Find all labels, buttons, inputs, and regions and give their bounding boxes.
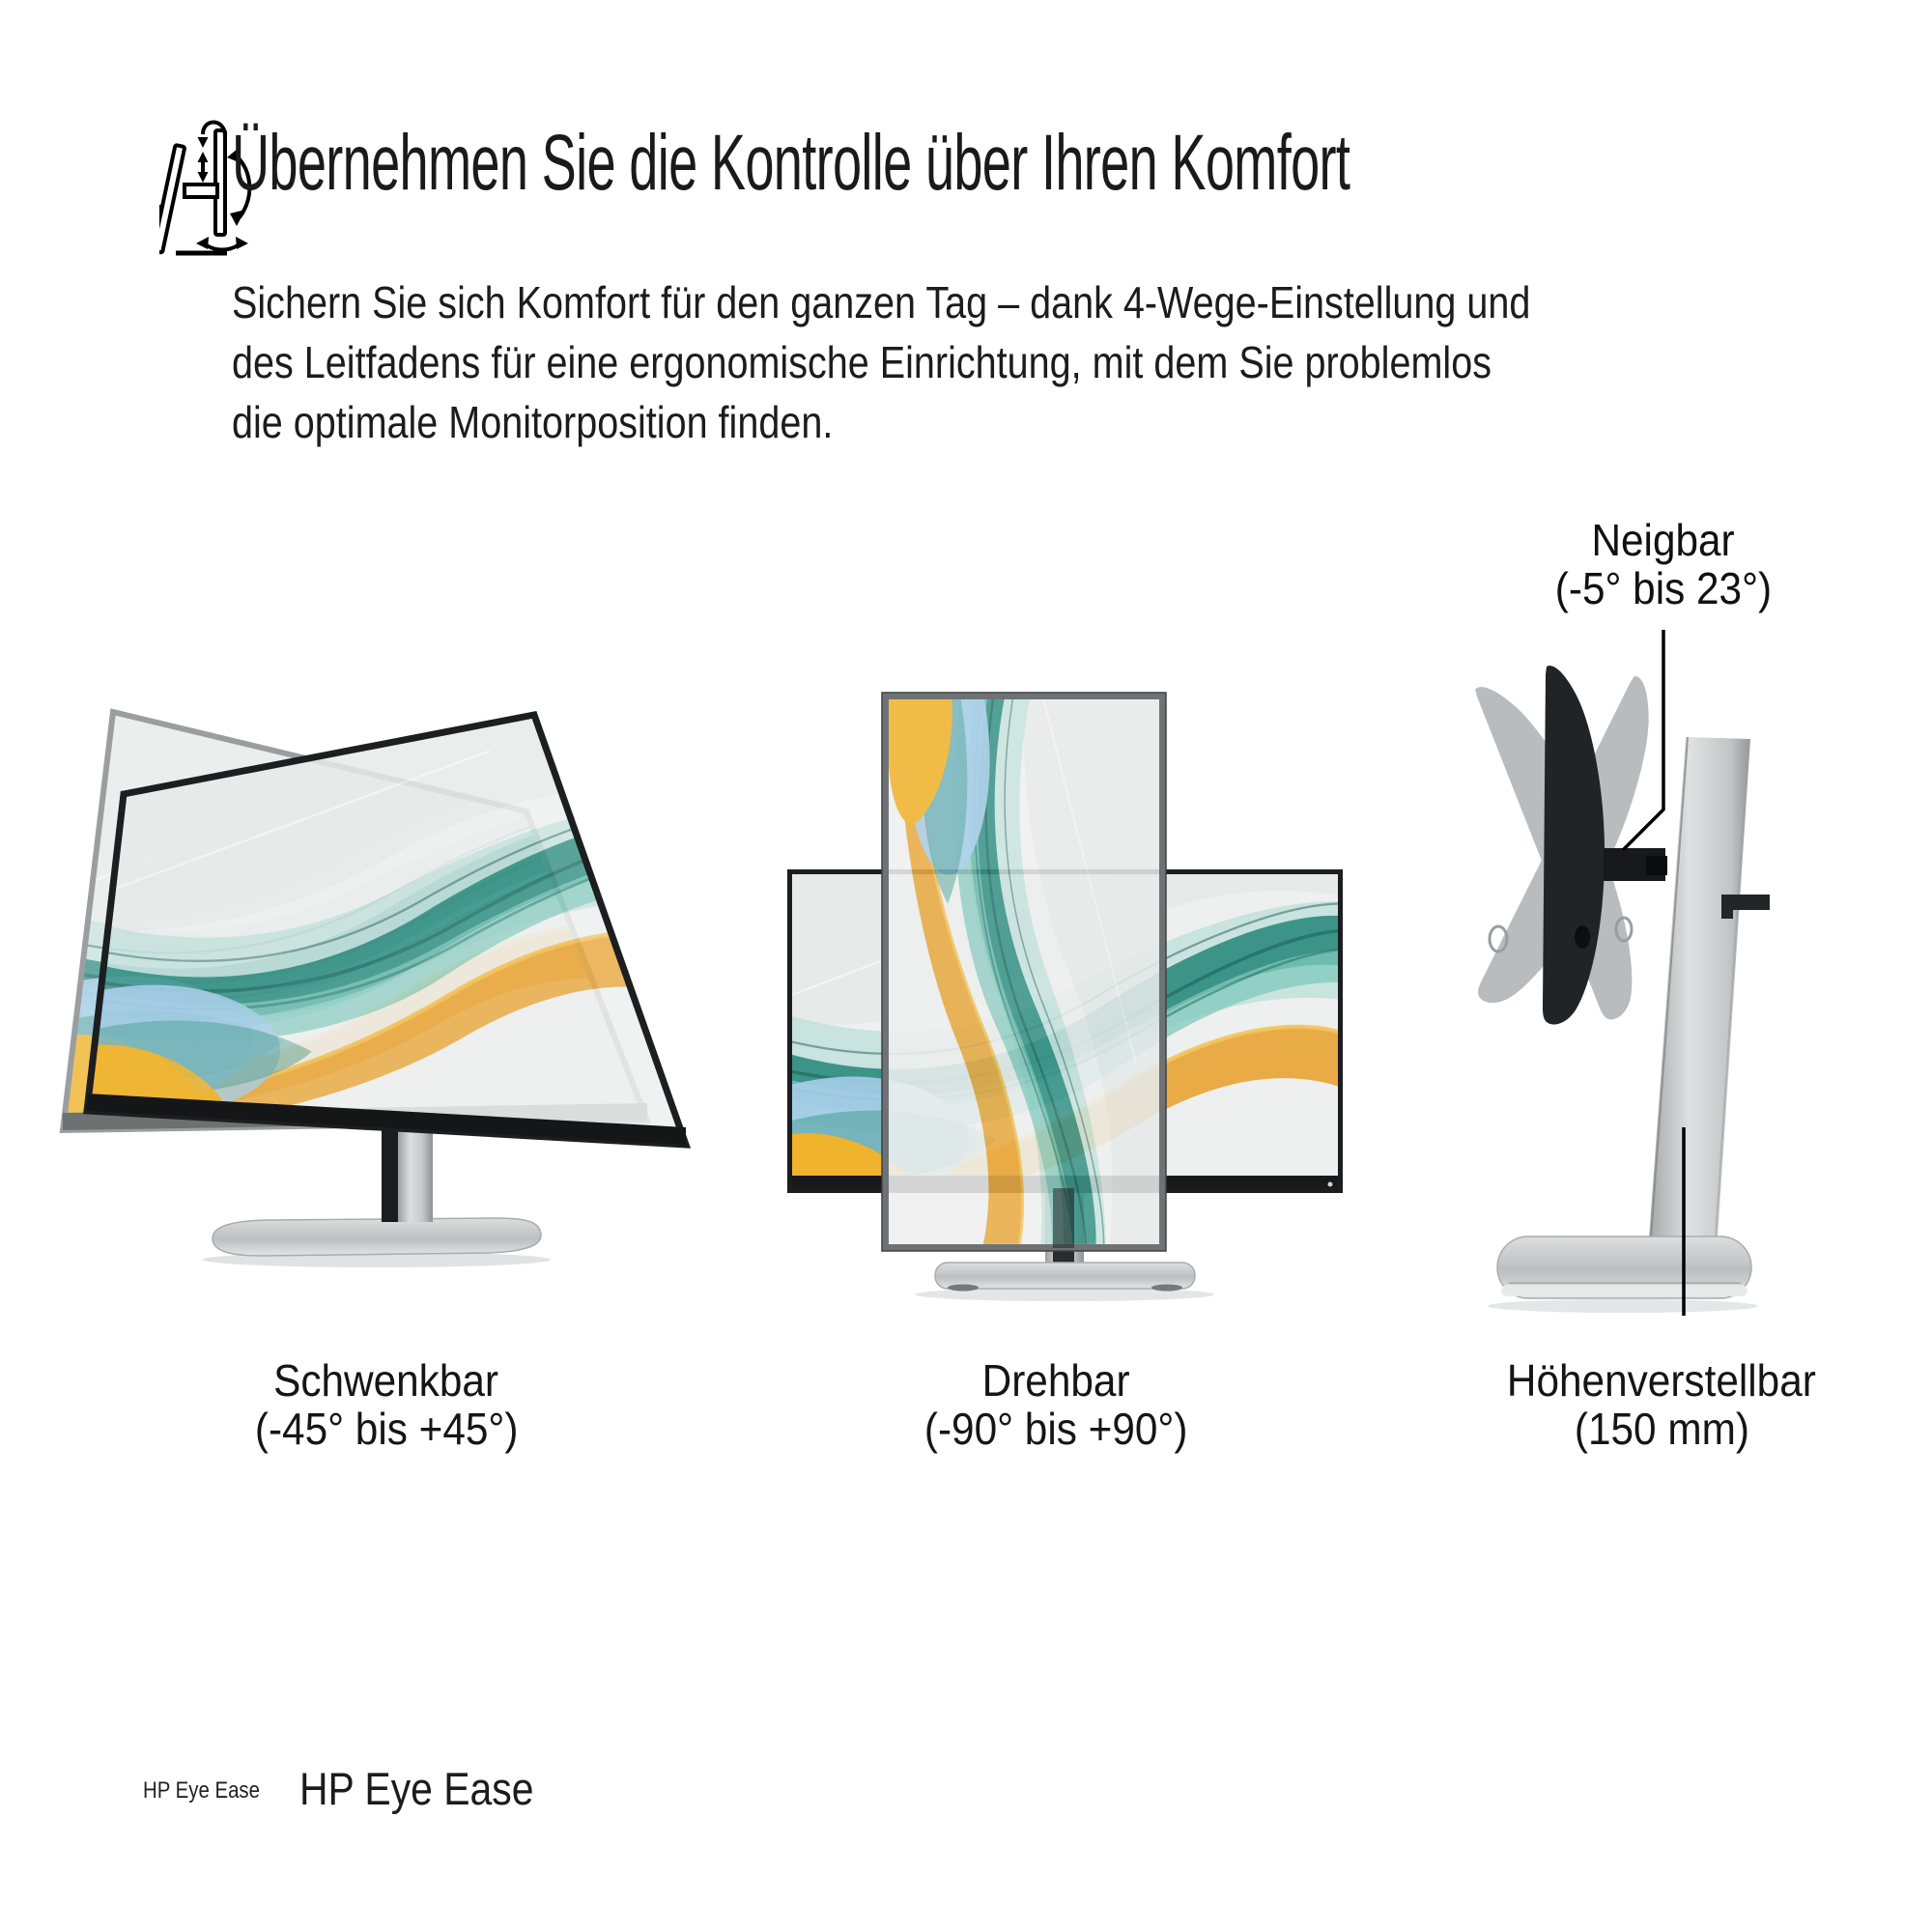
base-foot (948, 1285, 979, 1292)
hp-eye-ease-title: HP Eye Ease (299, 1763, 534, 1814)
description-line: Sichern Sie sich Komfort für den ganzen Tag – dank 4-Wege-Einstellung und (232, 277, 1531, 327)
feature-range: (-45° bis +45°) (254, 1404, 519, 1454)
height-stand-column (1649, 737, 1750, 1238)
page-description (232, 272, 1742, 452)
tilt-callout-label: Neigbar (1591, 515, 1736, 565)
monitor-logo-mark (1575, 925, 1590, 949)
feature-name: Höhenverstellbar (1507, 1355, 1816, 1406)
tilt-callout (1422, 516, 1905, 612)
feature-label-swivel (145, 1356, 628, 1453)
feature-label-pivot (814, 1356, 1297, 1453)
cable-bracket (1721, 895, 1770, 919)
stand-shadow (1488, 1299, 1758, 1313)
stand-column-dark (382, 1124, 398, 1222)
description-line: die optimale Monitorposition finden. (232, 397, 834, 447)
pivot-monitor-figure (763, 667, 1362, 1323)
feature-range: (-90° bis +90°) (923, 1404, 1188, 1454)
base-rim (1501, 1285, 1747, 1296)
stand-column (398, 1124, 433, 1222)
hp-eye-ease-caption: HP Eye Ease (143, 1777, 260, 1804)
swivel-monitor-figure (58, 667, 700, 1304)
feature-name: Drehbar (981, 1355, 1130, 1406)
monitor-base (213, 1218, 541, 1256)
hinge-step (1646, 856, 1667, 875)
feature-name: Schwenkbar (273, 1355, 499, 1406)
description-line: des Leitfadens für eine ergonomische Einrichtung, mit dem Sie problemlos (232, 337, 1492, 387)
feature-range: (150 mm) (1574, 1404, 1749, 1454)
stand-column-through-screen (1053, 1188, 1074, 1248)
page-title: Übernehmen Sie die Kontrolle über Ihren Komfort (232, 119, 1350, 207)
power-led (1328, 1182, 1333, 1187)
portrait-monitor (882, 693, 1166, 1251)
feature-label-height (1420, 1356, 1903, 1453)
tilt-height-monitor-figure (1401, 618, 1855, 1372)
monitor-base (935, 1263, 1195, 1289)
base-foot (1151, 1285, 1182, 1292)
tilt-callout-range: (-5° bis 23°) (1554, 563, 1773, 613)
